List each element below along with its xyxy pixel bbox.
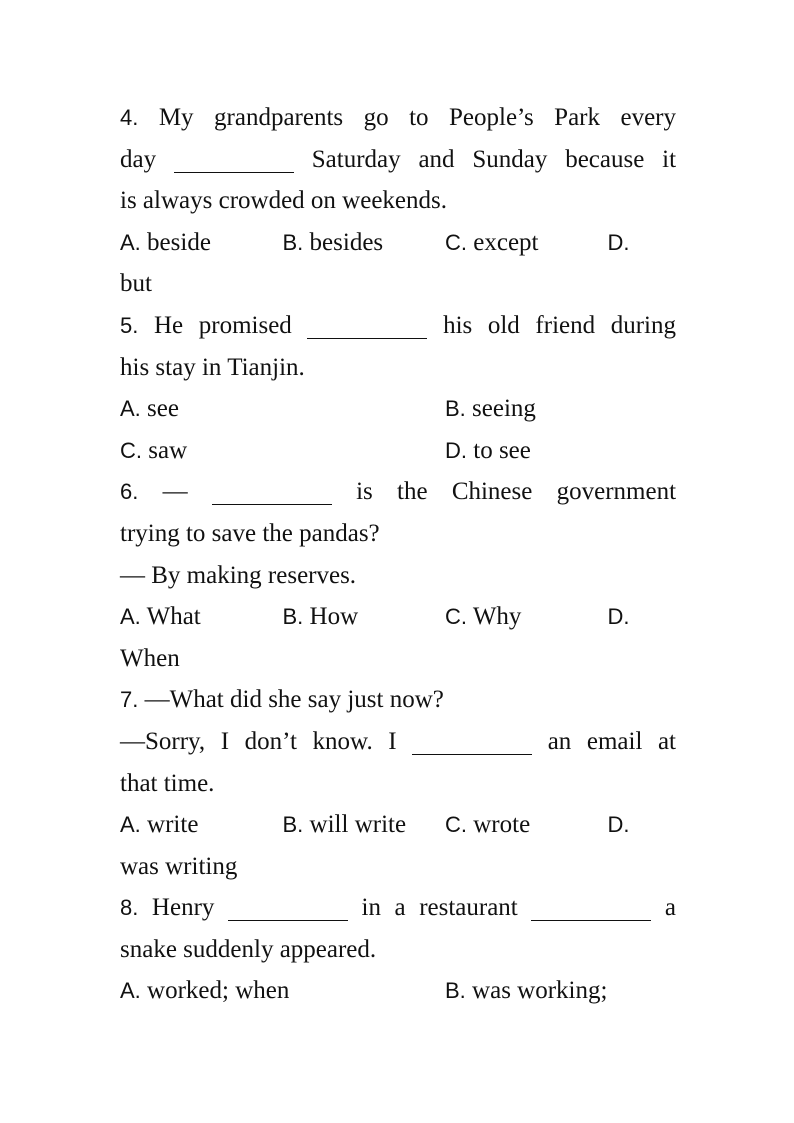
answer-blank — [174, 144, 294, 173]
question-text: —What did she say just now? — [144, 686, 444, 714]
answer-blank — [307, 310, 427, 339]
question-number: 8. — [120, 895, 139, 921]
option-a: A. see — [120, 395, 179, 423]
option-b: B. seeing — [445, 395, 536, 423]
option-d-text: When — [120, 644, 180, 672]
question-number: 4. — [120, 105, 139, 130]
question-8-line-1 — [120, 887, 676, 929]
question-text: a — [664, 894, 676, 922]
option-d-text: was writing — [120, 852, 238, 880]
option-c: C. except — [445, 228, 539, 256]
question-4-line-3: is always crowded on weekends. — [120, 187, 447, 215]
option-b: B. besides — [282, 228, 384, 256]
question-5-options-row-1 — [120, 388, 676, 430]
question-5-line-2: his stay in Tianjin. — [120, 353, 305, 381]
question-text: Henry — [151, 894, 215, 922]
option-c: C. wrote — [445, 811, 531, 839]
option-a: A. worked; when — [120, 977, 290, 1005]
answer-blank — [212, 476, 332, 505]
question-text: My grandparents go to People’s Park every — [158, 104, 676, 131]
question-text: Saturday and Sunday because it — [311, 145, 677, 173]
option-a: A. What — [120, 603, 201, 631]
question-text: —Sorry, I don’t know. I — [120, 727, 397, 755]
question-6-options — [120, 596, 676, 638]
option-a: A. beside — [120, 228, 211, 256]
option-b: B. was working; — [445, 977, 608, 1005]
option-c: C. saw — [120, 436, 188, 464]
question-4-options — [120, 222, 676, 264]
option-b: B. How — [282, 603, 359, 631]
question-6-answer: — By making reserves. — [120, 561, 357, 589]
question-text: day — [120, 145, 157, 173]
option-d-text: but — [120, 270, 152, 298]
option-c: C. Why — [445, 603, 522, 631]
question-text: is the Chinese government — [356, 478, 677, 506]
question-number: 7. — [120, 687, 139, 713]
worksheet-page — [120, 97, 676, 1012]
option-d: D. — [607, 229, 630, 255]
question-text: He promised — [153, 311, 292, 339]
option-d: D. — [607, 604, 630, 630]
question-text: in a restaurant — [361, 894, 518, 922]
question-7-line-2 — [120, 721, 676, 763]
question-5-line-1 — [120, 305, 676, 347]
question-number: 5. — [120, 312, 139, 338]
question-4-line-2 — [120, 139, 676, 181]
question-text: his old friend during — [443, 311, 677, 339]
question-6-line-2: trying to save the pandas? — [120, 519, 380, 547]
question-8-options — [120, 970, 676, 1012]
option-a: A. write — [120, 811, 199, 839]
question-text: — — [162, 478, 188, 506]
answer-blank — [228, 892, 348, 921]
question-7-line-3: that time. — [120, 769, 215, 797]
question-4-line-1 — [120, 97, 676, 139]
question-7-line-1 — [120, 679, 676, 721]
answer-blank — [412, 726, 532, 755]
option-d: D. to see — [445, 436, 531, 464]
question-text: an email at — [547, 727, 676, 755]
answer-blank — [531, 892, 651, 921]
question-7-options — [120, 804, 676, 846]
option-d: D. — [607, 812, 630, 838]
question-6-line-1 — [120, 471, 676, 513]
question-5-options-row-2 — [120, 430, 676, 472]
question-8-line-2: snake suddenly appeared. — [120, 935, 377, 963]
option-b: B. will write — [282, 811, 407, 839]
question-number: 6. — [120, 479, 139, 505]
